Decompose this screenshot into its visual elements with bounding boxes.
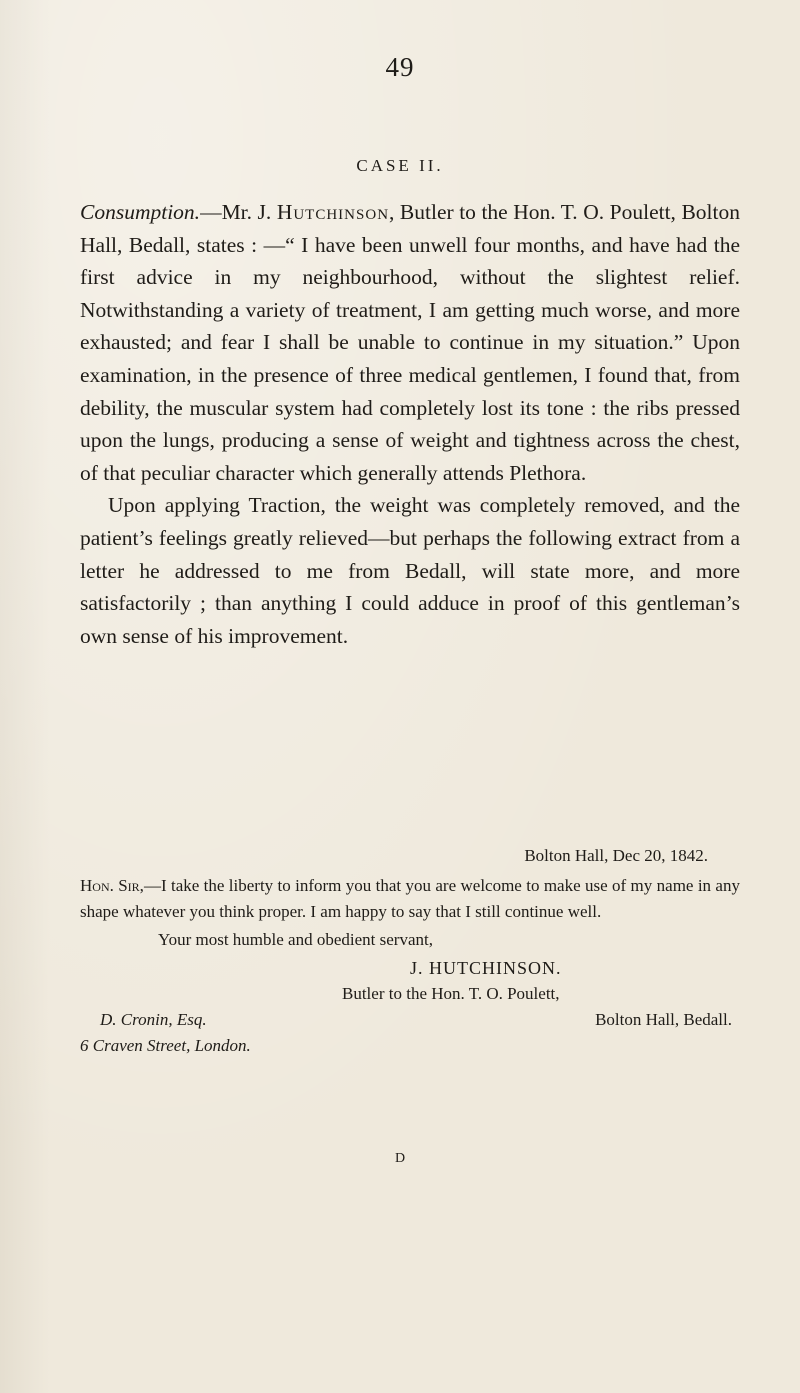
signer-title: Butler to the Hon. T. O. Poulett, <box>342 984 560 1003</box>
letter-text: —I take the liberty to inform you that you are welcome to make use of my name in any shape whatever you think proper. I am happy to say that I still continue well. <box>80 876 740 921</box>
page-number: 49 <box>385 52 415 82</box>
letter-closing: Your most humble and obedient servant, <box>158 930 433 949</box>
paragraph-lead: Consumption. <box>80 200 201 224</box>
case-heading: CASE II. <box>356 156 444 175</box>
addressee-address: 6 Craven Street, London. <box>80 1036 251 1055</box>
letter-salutation: Hon. Sir, <box>80 876 144 895</box>
letter-body <box>80 873 740 925</box>
patient-name: Hutchinson <box>276 200 390 224</box>
paragraph-intro: —Mr. J. <box>200 200 277 224</box>
letter-signature: J. HUTCHINSON. <box>410 958 562 978</box>
paragraph-consumption <box>80 196 740 489</box>
letter-dateline: Bolton Hall, Dec 20, 1842. <box>524 846 708 865</box>
addressee-name: D. Cronin, Esq. <box>100 1010 207 1029</box>
address-row <box>80 1007 740 1033</box>
printer-signature-mark: D <box>394 1151 406 1166</box>
signer-place: Bolton Hall, Bedall. <box>595 1010 732 1029</box>
main-text <box>80 196 740 652</box>
paragraph-traction: Upon applying Traction, the weight was completely removed, and the patient’s feelings greatly relieved—but perhaps the following extract from a letter he addressed to me from Bedall, will state more, and more satisfactorily ; than anything I could adduce in proof of this gentleman’s own sense of his improvement. <box>80 493 740 648</box>
letter-extract <box>80 843 740 1059</box>
paragraph-body: , Butler to the Hon. T. O. Poulett, Bolton Hall, Bedall, states : —“ I have been unwell four months, and have had the first advice in my neighbourhood, without the slightest relief. Notwithstanding a variety of treatment, I am getting much worse, and more exhausted; and fear I shall be unable to continue in my situation.” Upon examination, in the presence of three medical gentlemen, I found that, from debility, the muscular system had completely lost its tone : the ribs pressed upon the lungs, producing a sense of weight and tightness across the chest, of that peculiar character which generally attends Plethora. <box>80 200 740 485</box>
